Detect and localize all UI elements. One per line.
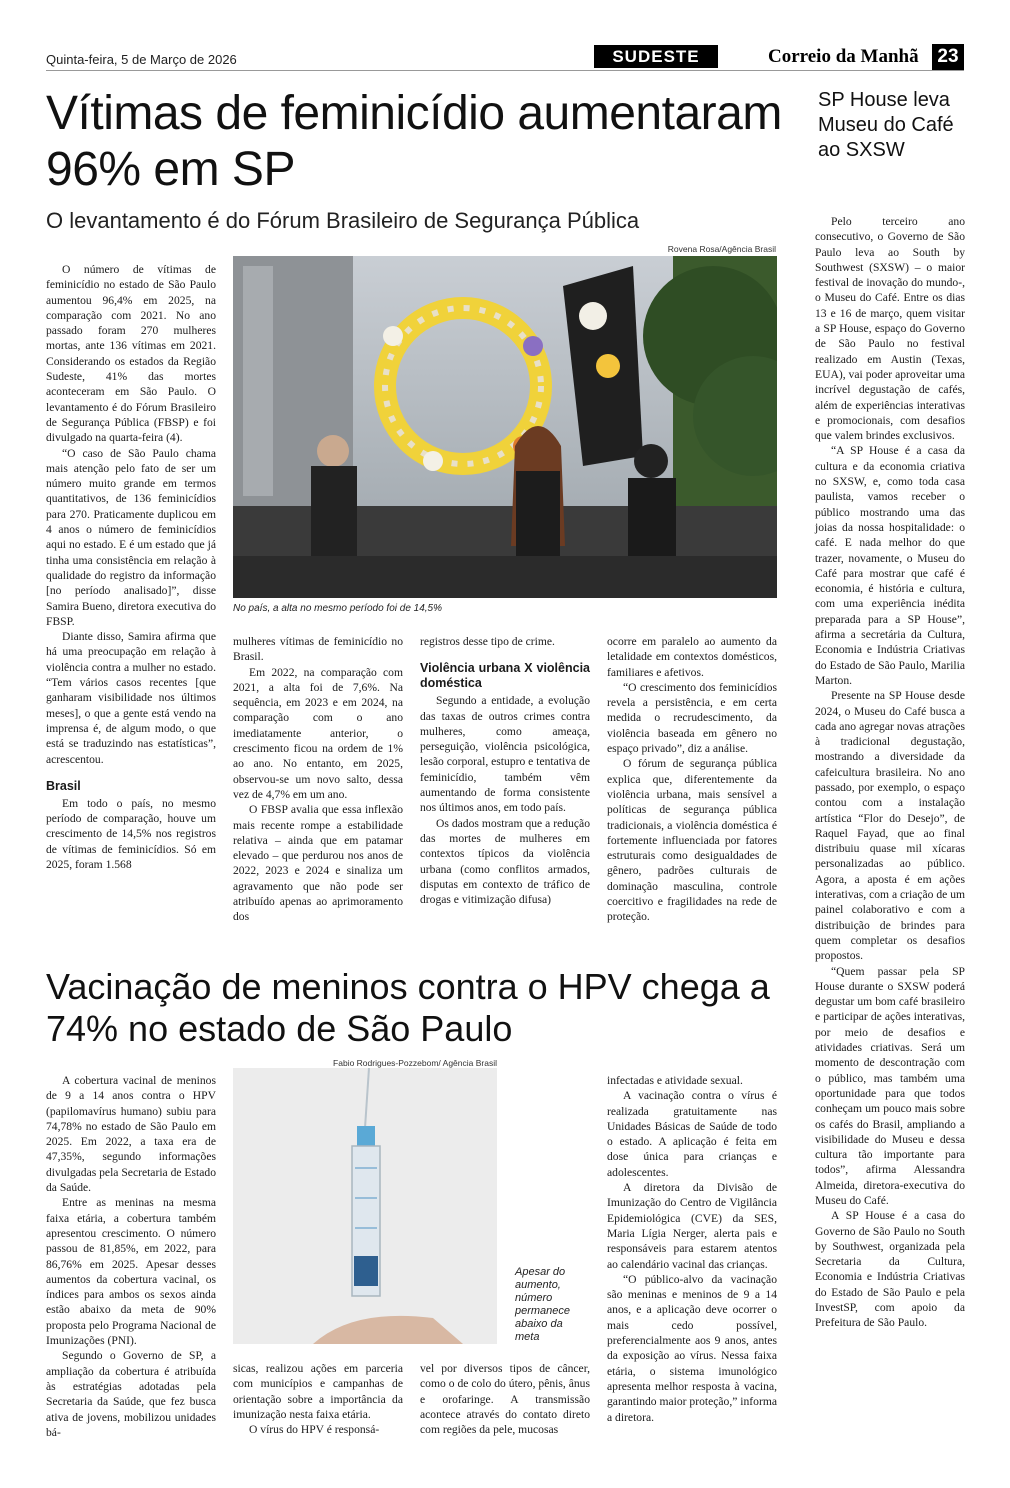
story2-column-1: [46, 1073, 216, 1440]
story2-column-3: [420, 1361, 590, 1437]
story2-photo-caption: Apesar do aumento, número permanece abaixo da meta: [515, 1266, 571, 1343]
paragraph: O vírus do HPV é responsá-: [249, 1423, 380, 1437]
paragraph: A diretora da Divisão de Imunização do Centro de Vigilância Epidemiológica (CVE) da SES, Maria Lígia Nerger, alerta pais e responsáveis para estarem atentos ao calendário vacinal das crianças.: [607, 1181, 777, 1271]
story2-vaccine-photo: [233, 1068, 497, 1344]
story1-headline: Vítimas de feminicídio aumentaram 96% em SP: [46, 87, 782, 196]
paragraph: “Quem passar pela SP House durante o SXSW poderá degustar um bom café brasileiro e participar de ações interativas, por meio de desafios e atividades criativas. Será um momento de descontração com o público, mas também uma oportunidade para que todos conheçam um pouco mais sobre os cafés do Brasil, ampliando a visibilidade do Museu e dessa cultura tão importante para todos”, afirma Alessandra Almeida, diretora-executiva do Museu do Café.: [815, 964, 965, 1207]
paragraph: A vacinação contra o vírus é realizada gratuitamente nas Unidades Básicas de Saúde de todo o estado. A aplicação é feita em dose única para crianças e adolescentes.: [607, 1089, 777, 1179]
paragraph: Entre as meninas na mesma faixa etária, a cobertura também apresentou crescimento. O número passou de 81,85%, em 2022, para 86,76% em 2025. Apesar desses aumentos da cobertura vacinal, os índices para ambos os sexos ainda estão abaixo da meta de 90% proposta pelo Programa Nacional de Imunizações (PNI).: [46, 1196, 216, 1348]
paragraph: O número de vítimas de feminicídio no estado de São Paulo aumentou 96,4% em 2025, na comparação com 2021. No ano passado foram 270 mulheres mortas, ante 136 vítimas em 2021. Considerando os estados da Região Sudeste, 41% das mortes aconteceram em São Paulo. O levantamento é do Fórum Brasileiro de Segurança Pública (FBSP) e foi divulgado na quarta-feira (4).: [46, 263, 216, 445]
paragraph: “O caso de São Paulo chama mais atenção pelo fato de ser um número muito grande em termos quantitativos, de 136 feminicídios para 270. Praticamente duplicou em 4 anos o número de feminicídios aqui no estado. E é um estado que já tinha uma consistência em relação à qualidade do registro da informação [no período analisado]”, disse Samira Bueno, diretora executiva do FBSP.: [46, 446, 216, 628]
subhead-brasil: Brasil: [46, 778, 81, 793]
story2-column-2: [233, 1361, 403, 1437]
section-label: SUDESTE: [594, 45, 718, 68]
syringe-illustration: [233, 1068, 497, 1344]
story2-photo-credit: Fabio Rodrigues-Pozzebom/ Agência Brasil: [333, 1058, 497, 1068]
paragraph: “A SP House é a casa da cultura e da economia criativa no SXSW, e, como toda casa paulista, vamos receber o público mostrando uma das joias da nossa hospitalidade: o café. E nada melhor do que trazer, novamente, o Museu do Café para mostrar que café é economia, é história e cultura, com uma experiência inédita preparada para a SP House”, afirma a secretária da Cultura, Economia e Indústria Criativas do Estado de São Paulo, Marilia Marton.: [815, 444, 965, 687]
paragraph: Segundo a entidade, a evolução das taxas de outros crimes contra mulheres, como ameaça, perseguição, violência psicológica, lesão corporal, estupro e tentativa de feminicídio, também vêm aumentando de forma consistente nos últimos anos, em todo país.: [420, 694, 590, 815]
header-divider: [46, 70, 964, 71]
story1-column-3: [420, 634, 590, 907]
story1-protest-photo: [233, 256, 777, 598]
story1-photo-credit: Rovena Rosa/Agência Brasil: [667, 244, 776, 254]
paragraph: ocorre em paralelo ao aumento da letalidade em contextos domésticos, familiares e afetivos.: [607, 635, 777, 679]
paragraph: A SP House é a casa do Governo de São Paulo no South by Southwest, organizada pela Secretaria da Cultura, Economia e Indústria Criativas do Estado de São Paulo e pela InvestSP, com apoio da Prefeitura de São Paulo.: [815, 1209, 965, 1330]
newspaper-brand: Correio da Manhã: [768, 46, 919, 67]
sidebar-column: [815, 214, 965, 1331]
paragraph: Presente na SP House desde 2024, o Museu do Café busca a cada ano agregar novas atrações à tradicional degustação, mostrando a diversidade da cafeicultura brasileira. No ano passado, por exemplo, o espaço contou com a instalação artística “Flor do Desejo”, de Raquel Fayad, que ao final distribuiu quase mil xícaras personalizadas ao público. Agora, a aposta é em ações interativas, com a criação de um painel colaborativo e com a distribuição de brindes para quem completar os desafios propostos.: [815, 689, 966, 963]
page-date: Quinta-feira, 5 de Março de 2026: [46, 52, 237, 67]
paragraph: sicas, realizou ações em parceria com municípios e campanhas de orientação sobre a importância da imunização nesta faixa etária.: [233, 1362, 403, 1421]
subhead-violencia: Violência urbana X violência doméstica: [420, 661, 590, 691]
paragraph: O fórum de segurança pública explica que, diferentemente da violência urbana, mais sensível a políticas de segurança pública tradicionais, a violência doméstica é fortemente influenciada por fatores estruturais como desigualdades de gênero, padrões culturais de dominação masculina, controle coercitivo e fragilidades na rede de proteção.: [607, 757, 777, 924]
story1-column-4: [607, 634, 777, 925]
story1-column-2: [233, 634, 403, 925]
page-number: 23: [932, 44, 964, 70]
protest-photo-illustration: [233, 256, 777, 598]
story1-photo-caption: No país, a alta no mesmo período foi de 14,5%: [233, 603, 443, 614]
paragraph: O FBSP avalia que essa inflexão mais recente rompe a estabilidade relativa – ainda que em patamar elevado – que perdurou nos anos de 2022, 2023 e 2024 e sinaliza um agravamento que não pode ser atribuído apenas ao aprimoramento dos: [233, 803, 403, 924]
paragraph: infectadas e atividade sexual.: [607, 1074, 743, 1087]
story2-headline: Vacinação de meninos contra o HPV chega a 74% no estado de São Paulo: [46, 966, 770, 1049]
paragraph: “O público-alvo da vacinação são meninas e meninos de 9 a 14 anos, e a aplicação deve ocorrer o mais cedo possível, preferencialmente aos 9 anos, antes da exposição ao vírus. Nessa faixa etária, o sistema imunológico apresenta melhor resposta à vacina, garantindo maior proteção,” informa a diretora.: [607, 1272, 777, 1424]
paragraph: Em todo o país, no mesmo período de comparação, houve um crescimento de 14,5% nos registros de vítimas de feminicídios. Só em 2025, foram 1.568: [46, 796, 216, 871]
story2-column-4: [607, 1073, 777, 1425]
sidebar-title: SP House leva Museu do Café ao SXSW: [818, 89, 954, 161]
paragraph: A cobertura vacinal de meninos de 9 a 14 anos contra o HPV (papilomavírus humano) subiu para 74,78% no estado de São Paulo em 2025. Em 2022, a taxa era de 47,35%, segundo informações divulgadas pela Secretaria de Estado da Saúde.: [46, 1074, 216, 1195]
paragraph: vel por diversos tipos de câncer, como o de colo do útero, pênis, ânus e orofaringe. A transmissão acontece através do contato direto com regiões da pele, mucosas: [420, 1362, 590, 1437]
paragraph: Os dados mostram que a redução das mortes de mulheres em contextos típicos da violência urbana (como conflitos armados, disputas em contexto de tráfico de drogas e vitimização difusa): [420, 816, 590, 907]
paragraph: “O crescimento dos feminicídios revela a persistência, e em certa medida o recrudescimento, da violência baseada em gênero no espaço privado”, diz a análise.: [607, 680, 777, 756]
story1-column-1: [46, 262, 216, 872]
story1-subhead: O levantamento é do Fórum Brasileiro de Segurança Pública: [46, 208, 640, 233]
paragraph: Em 2022, na comparação com 2021, a alta foi de 7,6%. Na sequência, em 2023 e em 2024, na comparação com o ano imediatamente anterior, o crescimento ficou na ordem de 1% ao ano. No entanto, em 2025, observou-se um novo salto, dessa vez de 4,7% em um ano.: [233, 665, 403, 801]
paragraph: Pelo terceiro ano consecutivo, o Governo de São Paulo leva ao South by Southwest (SXSW) – o maior festival de inovação do mundo-, o Museu do Café. Entre os dias 13 e 16 de março, quem visitar a SP House, espaço do Governo de São Paulo no festival realizado em Austin (Texas, EUA), vai poder aproveitar uma incrível degustação de cafés, além de experiências interativas e promocionais, com desafios que valem brindes exclusivos.: [815, 215, 965, 443]
paragraph: Diante disso, Samira afirma que há uma preocupação em relação à violência contra a mulher no estado. “Tem vários casos recentes [que ganharam visibilidade nos últimos meses], o que a gente está vendo na imprensa é, de algum modo, o que está se traduzindo nas estatísticas”, acrescentou.: [46, 630, 216, 766]
paragraph: mulheres vítimas de feminicídio no Brasil.: [233, 635, 403, 664]
paragraph: Segundo o Governo de SP, a ampliação da cobertura é atribuída às estratégias adotadas pela Secretaria da Saúde, que fez busca ativa de jovens, mobilizou unidades bá-: [46, 1349, 216, 1439]
paragraph: registros desse tipo de crime.: [420, 635, 555, 648]
